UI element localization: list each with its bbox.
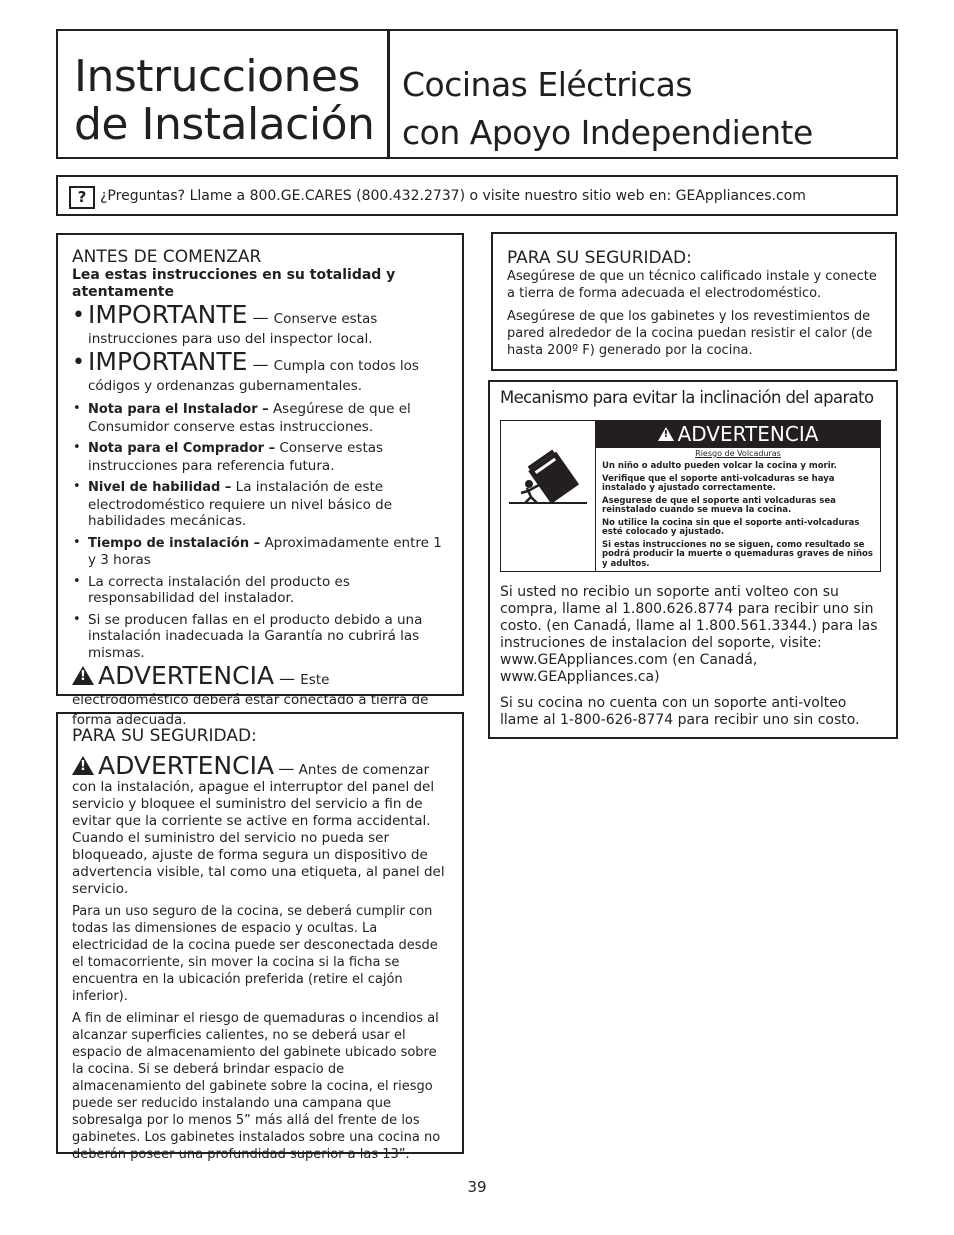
questions-text: ¿Preguntas? Llame a 800.GE.CARES (800.432.2737) o visite nuestro sitio web en: GEAppliances.com (100, 188, 806, 204)
mecanismo-paragraph-1: Si usted no recibio un soporte anti volteo con su compra, llame al 1.800.626.8774 para recibir uno sin costo. (en Canadá, llame al 1.800.561.3344.) para las instruciones de instalacion del soporte, visite: www.GEAppliances.com (en Canadá, www.GEAppliances.ca) (500, 584, 878, 685)
title-line-2: de Instalación (74, 99, 375, 150)
bullet-dot: • (72, 350, 85, 375)
warning-triangle-icon (658, 427, 674, 441)
seguridad-left-paragraph-1: Para un uso seguro de la cocina, se deberá cumplir con todas las dimensiones de espacio y ocultas. La electricidad de la cocina puede ser desconectada desde el tomacorriente, sin mover la cocina si la ficha se encuentra en la ubicación preferida (retire el cajón inferior). (72, 904, 438, 1004)
warning-line: Verifique que el soporte anti-volcaduras se haya instalado y ajustado correctamente. (602, 473, 835, 493)
seguridad-right-paragraph-1: Asegúrese de que un técnico calificado instale y conecte a tierra de forma adecuada el electrodoméstico. (507, 269, 877, 301)
mecanismo-title: Mecanismo para evitar la inclinación del aparato (500, 388, 874, 407)
list-item: • Tiempo de instalación – Aproximadamente entre 1 y 3 horas (73, 534, 442, 568)
antes-subheading: Lea estas instrucciones en su totalidad y atentamente (72, 267, 396, 300)
tipover-illustration-svg (501, 421, 595, 571)
header-box (56, 29, 898, 159)
list-item: • Nota para el Instalador – Asegúrese de que el Consumidor conserve estas instrucciones. (73, 401, 411, 435)
subtitle-line-1: Cocinas Eléctricas (402, 65, 693, 104)
advertencia-text: Este electrodoméstico deberá estar conectado a tierra de forma adecuada. (72, 672, 429, 728)
importante-word: IMPORTANTE (88, 347, 248, 376)
warning-line: Asegurese de que el soporte anti volcaduras sea reinstalado cuando se mueva la cocina. (602, 495, 836, 515)
question-icon: ? (69, 186, 95, 209)
antes-bullet-list (72, 401, 450, 661)
subtitle-line-2: con Apoyo Independiente (402, 113, 813, 152)
title-line-1: Instrucciones (74, 51, 360, 102)
tipover-illustration-icon (501, 421, 596, 571)
warning-line: No utilice la cocina sin que el soporte anti-volcaduras esté colocado y ajustado. (602, 517, 860, 537)
list-item: • Si se producen fallas en el producto debido a una instalación inadecuada la Garantía no cubrirá las mismas. (73, 611, 423, 661)
header-divider (387, 31, 390, 157)
antes-de-comenzar-section (56, 233, 464, 728)
importante-text: Conserve estas instrucciones para uso del inspector local. (88, 311, 378, 347)
seguridad-right-section (491, 232, 897, 371)
importante-word: IMPORTANTE (88, 300, 248, 329)
importante-2 (72, 347, 450, 395)
mecanismo-section (488, 380, 898, 739)
importante-text: Cumpla con todos los códigos y ordenanzas gubernamentales. (88, 358, 419, 394)
seguridad-right-paragraph-2: Asegúrese de que los gabinetes y los revestimientos de pared alrededor de la cocina puedan resistir el calor (de hasta 200º F) generado por la cocina. (507, 309, 873, 358)
importante-dash: — (252, 355, 269, 374)
questions-bar (56, 175, 898, 216)
tipover-warning-label (500, 420, 881, 572)
warning-triangle-icon (72, 756, 94, 775)
seguridad-right-heading: PARA SU SEGURIDAD: (507, 248, 692, 268)
warning-lines (596, 448, 880, 569)
page-title (74, 53, 384, 149)
mecanismo-paragraph-2: Si su cocina no cuenta con un soporte anti-volteo llame al 1-800-626-8774 para recibir uno sin costo. (500, 695, 860, 728)
advertencia-dash: — (279, 669, 296, 688)
page-subtitle (402, 61, 892, 157)
advertencia-dash: — (278, 759, 295, 778)
page-number: 39 (467, 1178, 487, 1196)
seguridad-left-section (56, 712, 464, 1162)
seguridad-left-heading: PARA SU SEGURIDAD: (72, 726, 257, 746)
list-item: • Nota para el Comprador – Conserve estas instrucciones para referencia futura. (73, 440, 384, 474)
list-item: • La correcta instalación del producto es responsabilidad del instalador. (73, 573, 350, 606)
advertencia-word: ADVERTENCIA (98, 661, 275, 690)
warning-line: Si estas instrucciones no se siguen, como resultado se podrá producir la muerte o quemaduras graves de niños y adultos. (602, 539, 873, 569)
seguridad-left-advertencia (72, 751, 450, 898)
warning-triangle-icon (72, 666, 94, 685)
warning-subtitle: Riesgo de Volcaduras (695, 449, 781, 458)
importante-dash: — (252, 308, 269, 327)
seguridad-left-paragraph-2: A fin de eliminar el riesgo de quemaduras o incendios al alcanzar superficies calientes, no se deberá usar el espacio de almacenamiento del gabinete ubicado sobre la cocina. Si se deberá brindar espacio de almacenamiento del gabinete sobre la cocina, el riesgo puede ser reducido instalando una campana que sobresalga por lo menos 5” más allá del frente de los gabinetes. Los gabinetes instalados sobre una cocina no deberán poseer una profundidad superior a las 13”. (72, 1011, 441, 1162)
warning-label-text: ADVERTENCIA (677, 422, 819, 446)
list-item: • Nivel de habilidad – La instalación de este electrodoméstico requiere un nivel básico de habilidades mecánicas. (73, 479, 393, 529)
warning-text-panel (596, 421, 880, 571)
antes-heading: ANTES DE COMENZAR (72, 247, 262, 267)
warning-band (596, 421, 880, 448)
warning-line: Un niño o adulto pueden volcar la cocina y morir. (602, 461, 837, 471)
importante-1 (72, 300, 450, 348)
bullet-dot: • (72, 303, 85, 328)
advertencia-text: Antes de comenzar con la instalación, apague el interruptor del panel del servicio y bloquee el suministro del servicio a fin de evitar que la corriente se active en forma accidental. Cuando el suministro del servicio no pueda ser bloqueado, ajuste de forma segura un dispositivo de advertencia visible, tal como una etiqueta, al panel del servicio. (72, 762, 445, 897)
mecanismo-text (500, 584, 888, 738)
advertencia-word: ADVERTENCIA (98, 751, 275, 780)
